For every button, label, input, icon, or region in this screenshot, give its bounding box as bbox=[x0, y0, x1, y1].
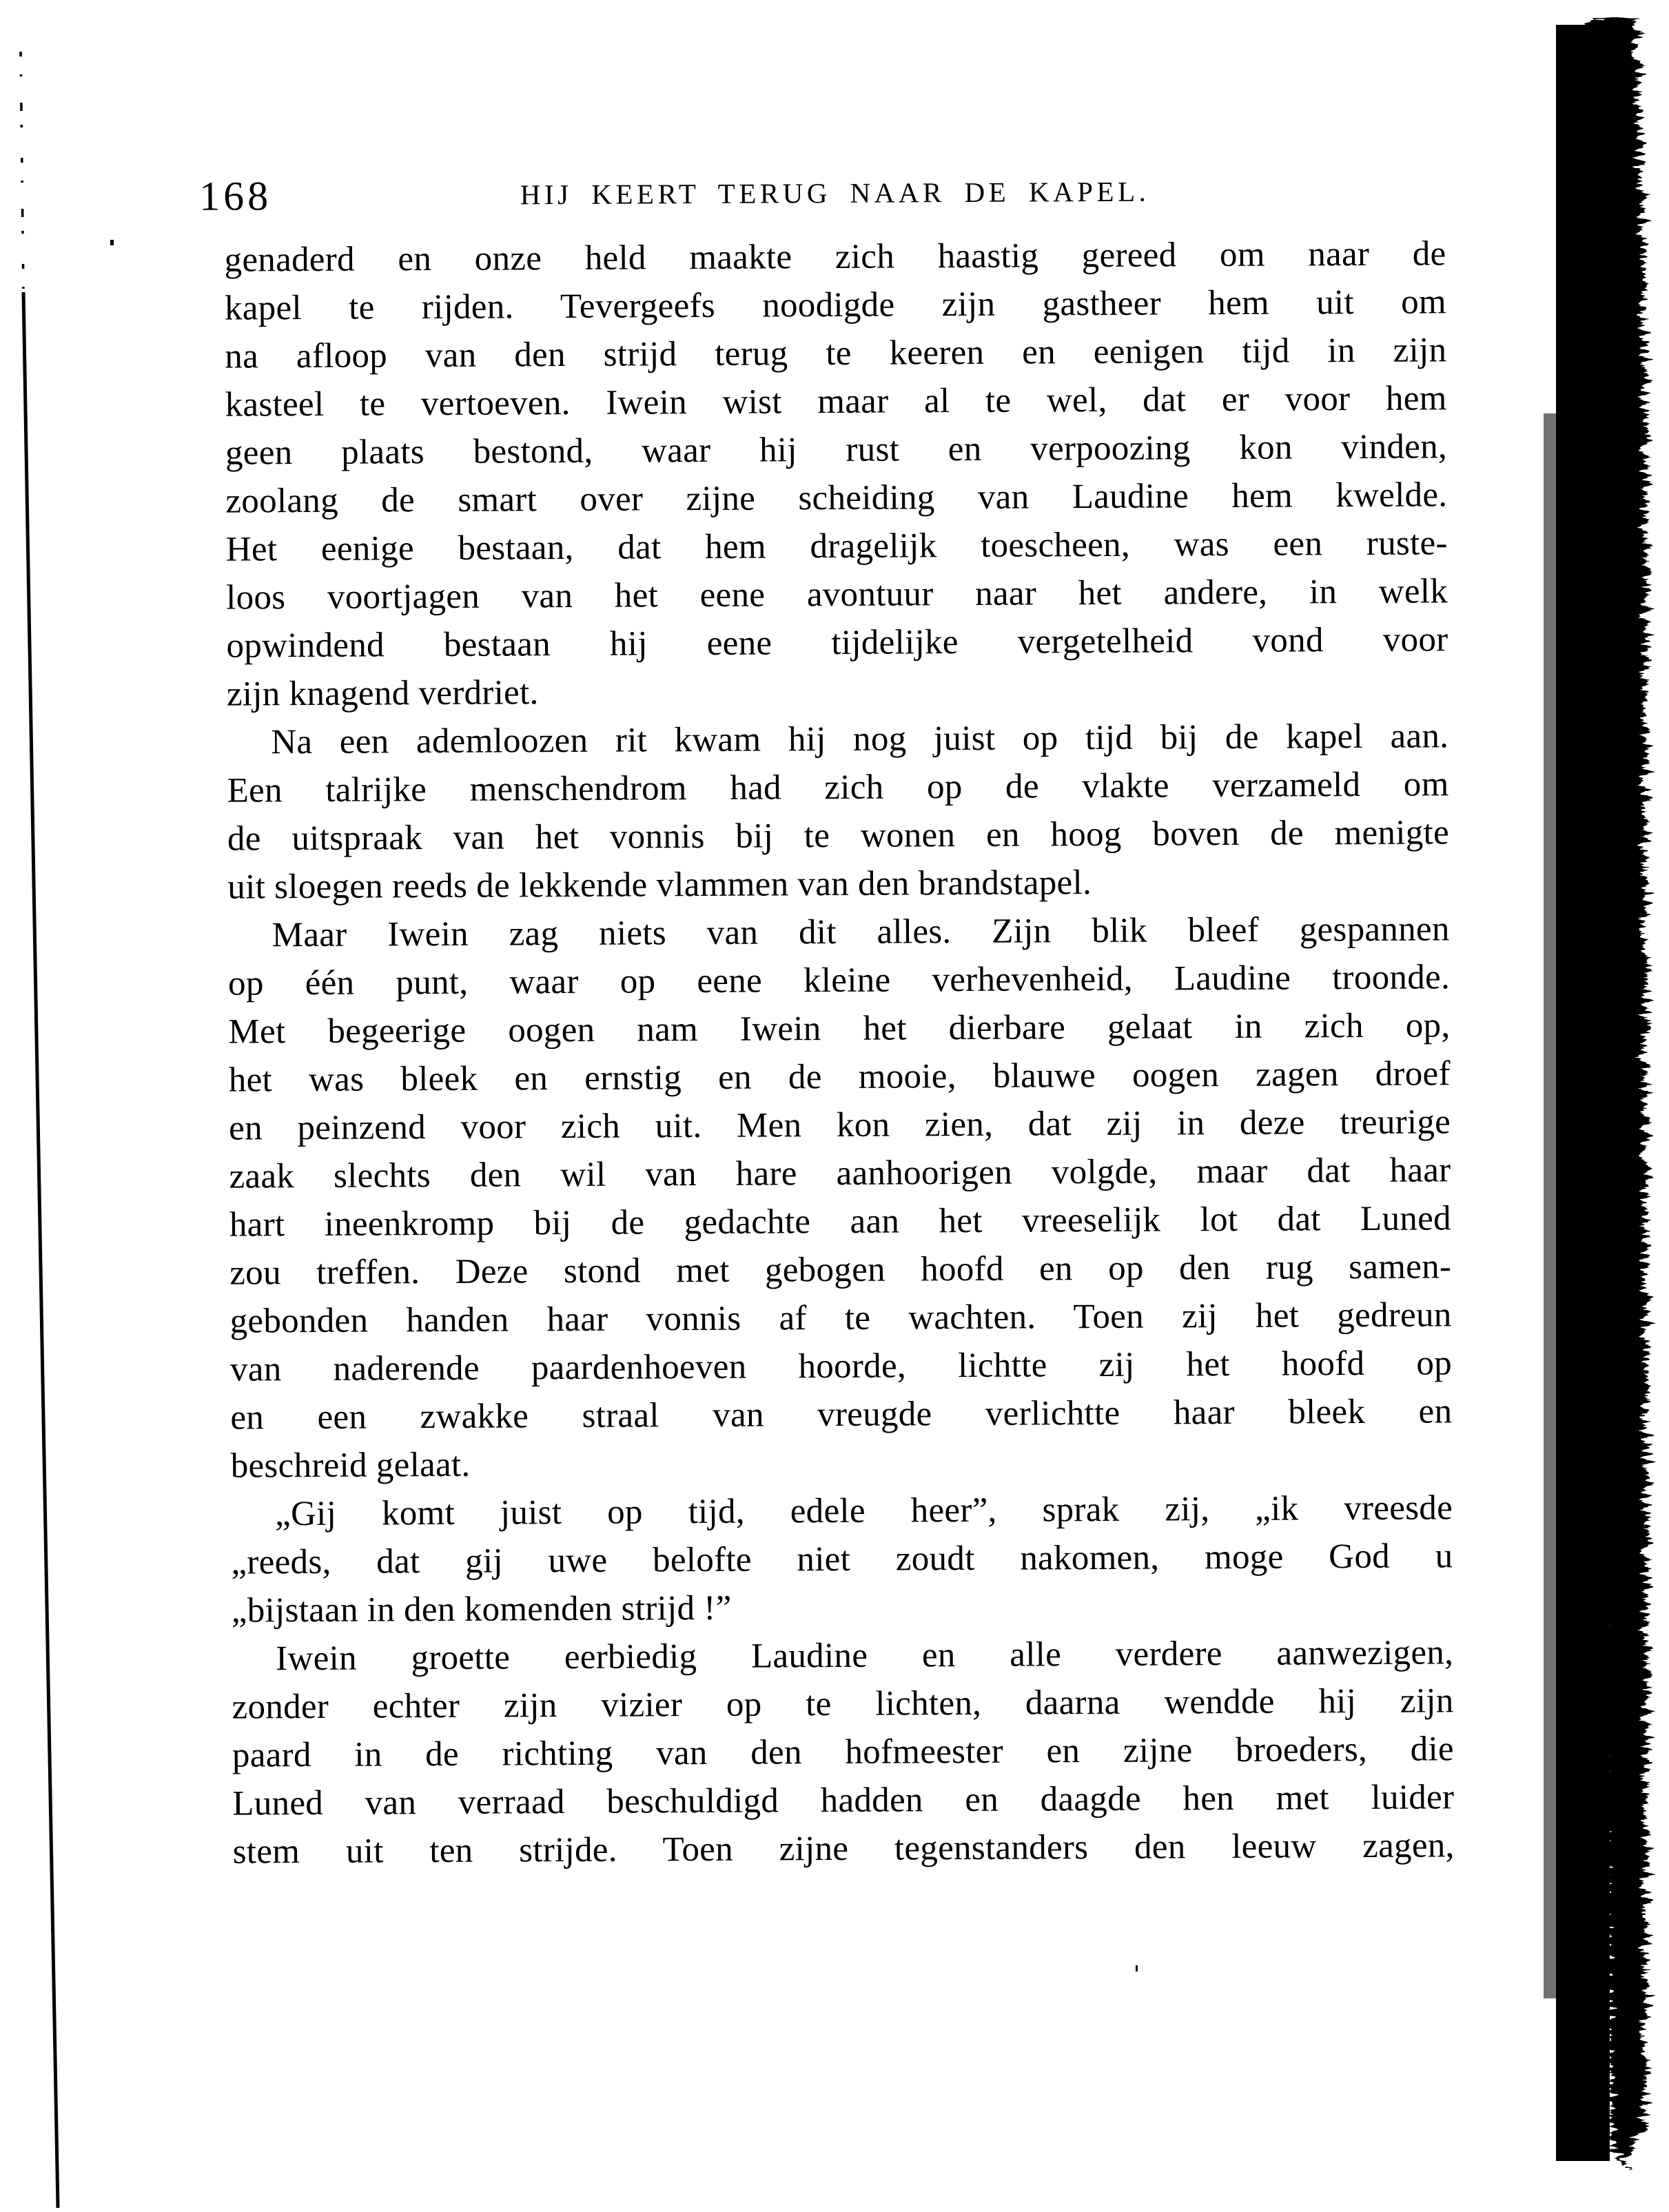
text-line: zaak slechts den wil van hare aanhoorigen volgde, maar dat haar bbox=[229, 1151, 1451, 1196]
text-line: loos voortjagen van het eene avontuur naar het andere, in welk bbox=[225, 572, 1448, 617]
body-text bbox=[224, 229, 1454, 1876]
text-line: Een talrijke menschendrom had zich op de vlakte verzameld om bbox=[227, 765, 1449, 810]
text-line: „Gij komt juist op tijd, edele heer”, sprak zij, „ik vreesde bbox=[274, 1488, 1453, 1534]
text-line: Maar Iwein zag niets van dit alles. Zijn blik bleef gespannen bbox=[272, 910, 1450, 955]
text-line: paard in de richting van den hofmeester en zijne broeders, die bbox=[232, 1730, 1455, 1775]
text-line: uit sloegen reeds de lekkende vlammen van den brandstapel. bbox=[227, 863, 1092, 907]
text-line: Luned van verraad beschuldigd hadden en daagde hen met luider bbox=[232, 1778, 1455, 1823]
text-line: en een zwakke straal van vreugde verlichtte haar bleek en bbox=[230, 1392, 1453, 1437]
text-line: Het eenige bestaan, dat hem dragelijk toescheen, was een ruste- bbox=[225, 524, 1448, 569]
text-line: kasteel te vertoeven. Iwein wist maar al te wel, dat er voor hem bbox=[225, 379, 1447, 424]
text-line: stem uit ten strijde. Toen zijne tegenstanders den leeuw zagen, bbox=[232, 1826, 1455, 1872]
text-line: gebonden handen haar vonnis af te wachten. Toen zij het gedreun bbox=[229, 1296, 1452, 1341]
text-line: zou treffen. Deze stond met gebogen hoofd en op den rug samen- bbox=[229, 1247, 1452, 1293]
page-number: 168 bbox=[198, 173, 272, 219]
text-line: op één punt, waar op eene kleine verhevenheid, Laudine troonde. bbox=[227, 958, 1451, 1003]
text-line: opwindend bestaan hij eene tijdelijke vergetelheid vond voor bbox=[226, 620, 1448, 666]
text-line: Iwein groette eerbiedig Laudine en alle verdere aanwezigen, bbox=[276, 1633, 1454, 1679]
running-header: HIJ KEERT TERUG NAAR DE KAPEL. bbox=[520, 175, 1150, 211]
text-line: genaderd en onze held maakte zich haastig gereed om naar de bbox=[224, 234, 1446, 280]
text-line: Na een ademloozen rit kwam hij nog juist op tijd bij de kapel aan. bbox=[271, 717, 1449, 762]
text-line: het was bleek en ernstig en de mooie, blauwe oogen zagen droef bbox=[228, 1054, 1451, 1100]
text-line: hart ineenkromp bij de gedachte aan het vreeselijk lot dat Luned bbox=[229, 1199, 1452, 1245]
text-line: geen plaats bestond, waar hij rust en verpoozing kon vinden, bbox=[225, 427, 1448, 473]
text-line: van naderende paardenhoeven hoorde, lichtte zij het hoofd op bbox=[229, 1344, 1453, 1389]
text-line: en peinzend voor zich uit. Men kon zien, dat zij in deze treurige bbox=[229, 1103, 1451, 1148]
text-line: „bijstaan in den komenden strijd !” bbox=[231, 1588, 732, 1630]
text-line: „reeds, dat gij uwe belofte niet zoudt nakomen, moge God u bbox=[231, 1537, 1453, 1582]
text-line: kapel te rijden. Tevergeefs noodigde zijn gastheer hem uit om bbox=[224, 283, 1447, 328]
text-line: beschreid gelaat. bbox=[230, 1445, 471, 1486]
text-line: zoolang de smart over zijne scheiding van Laudine hem kwelde. bbox=[225, 475, 1448, 521]
text-line: na afloop van den strijd terug te keeren en eenigen tijd in zijn bbox=[225, 331, 1447, 376]
text-line: Met begeerige oogen nam Iwein het dierbare gelaat in zich op, bbox=[228, 1006, 1451, 1052]
text-line: zonder echter zijn vizier op te lichten, daarna wendde hij zijn bbox=[232, 1681, 1454, 1727]
text-line: zijn knagend verdriet. bbox=[226, 673, 539, 714]
text-line: de uitspraak van het vonnis bij te wonen en hoog boven de menigte bbox=[227, 813, 1450, 859]
